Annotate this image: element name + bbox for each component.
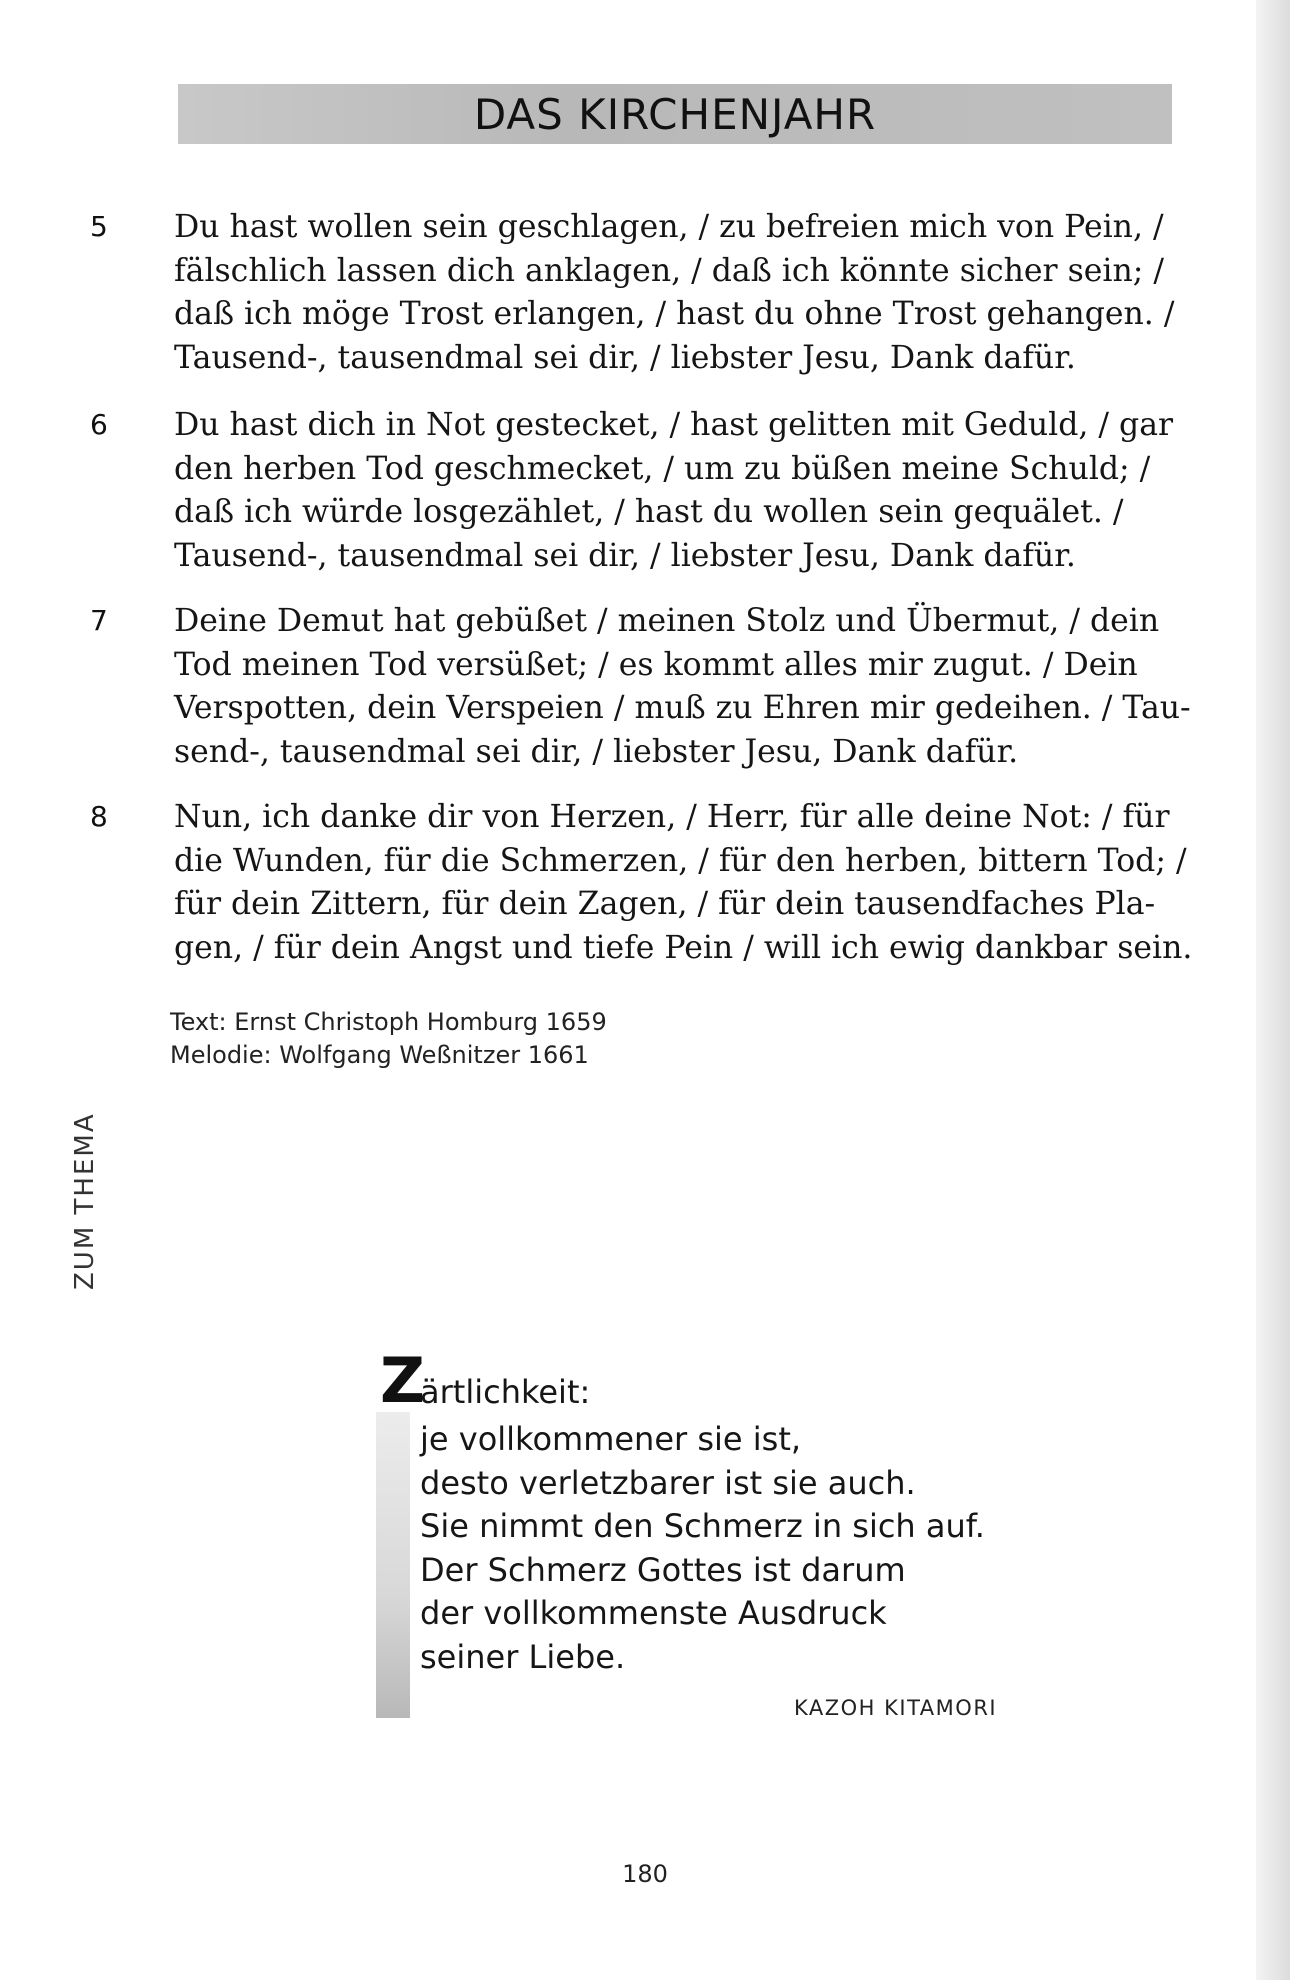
quote-line: seiner Liebe.	[420, 1637, 626, 1676]
quote-line: je vollkommener sie ist,	[420, 1420, 802, 1458]
text-credit: Text: Ernst Christoph Homburg 1659	[170, 1008, 607, 1036]
quote-line: der vollkommenste Ausdruck	[420, 1594, 887, 1632]
stanza-text	[174, 206, 1266, 380]
stanza-text	[174, 600, 1266, 774]
quote-text	[420, 1418, 985, 1679]
stanza-line: daß ich möge Trost erlangen, / hast du ohne Trost gehangen. /	[174, 296, 1175, 332]
stanza-line: Verspotten, dein Verspeien / muß zu Ehren mir gedeihen. / Tau-	[174, 690, 1191, 726]
stanza-line: die Wunden, für die Schmerzen, / für den herben, bittern Tod; /	[174, 842, 1187, 879]
stanza-text	[174, 404, 1266, 578]
stanza-line: Tod meinen Tod versüßet; / es kommt alles mir zugut. / Dein	[174, 646, 1138, 683]
quote-line: Der Schmerz Gottes ist darum	[420, 1550, 906, 1589]
stanza-line: Du hast wollen sein geschlagen, / zu befreien mich von Pein, /	[174, 209, 1164, 245]
page-number: 180	[622, 1860, 668, 1888]
stanza-number: 8	[90, 800, 108, 833]
quote-initial: Z	[380, 1344, 425, 1417]
stanza-line: gen, / für dein Angst und tiefe Pein / will ich ewig dankbar sein.	[174, 929, 1193, 966]
quote-first-line: ärtlichkeit:	[420, 1373, 591, 1411]
stanza-number: 5	[90, 210, 108, 243]
stanza-number: 6	[90, 408, 108, 441]
stanza-line: fälschlich lassen dich anklagen, / daß ich könnte sicher sein; /	[174, 252, 1165, 289]
stanza-line: Tausend-, tausendmal sei dir, / liebster Jesu, Dank dafür.	[174, 339, 1076, 376]
stanza-line: Nun, ich danke dir von Herzen, / Herr, für alle deine Not: / für	[174, 799, 1170, 835]
stanza-line: den herben Tod geschmecket, / um zu büßen meine Schuld; /	[174, 450, 1151, 487]
quote-line: desto verletzbarer ist sie auch.	[420, 1463, 916, 1502]
stanza-text	[174, 796, 1266, 970]
stanza-line: Deine Demut hat gebüßet / meinen Stolz und Übermut, / dein	[174, 603, 1160, 639]
stanza-line: für dein Zittern, für dein Zagen, / für dein tausendfaches Pla-	[174, 886, 1156, 922]
page-title: DAS KIRCHENJAHR	[473, 90, 877, 139]
quote-author: KAZOH KITAMORI	[794, 1696, 998, 1720]
stanza-line: Tausend-, tausendmal sei dir, / liebster Jesu, Dank dafür.	[174, 537, 1076, 574]
side-label: ZUM THEMA	[70, 1112, 100, 1290]
quote-line: Sie nimmt den Schmerz in sich auf.	[420, 1507, 985, 1545]
stanza-number: 7	[90, 604, 108, 637]
melody-credit: Melodie: Wolfgang Weßnitzer 1661	[170, 1041, 589, 1069]
quote-bar	[376, 1412, 410, 1718]
credits	[170, 1006, 607, 1072]
stanza-line: send-, tausendmal sei dir, / liebster Jesu, Dank dafür.	[174, 733, 1019, 770]
stanza-line: Du hast dich in Not gestecket, / hast gelitten mit Geduld, / gar	[174, 407, 1174, 443]
stanza-line: daß ich würde losgezählet, / hast du wollen sein gequälet. /	[174, 494, 1124, 530]
